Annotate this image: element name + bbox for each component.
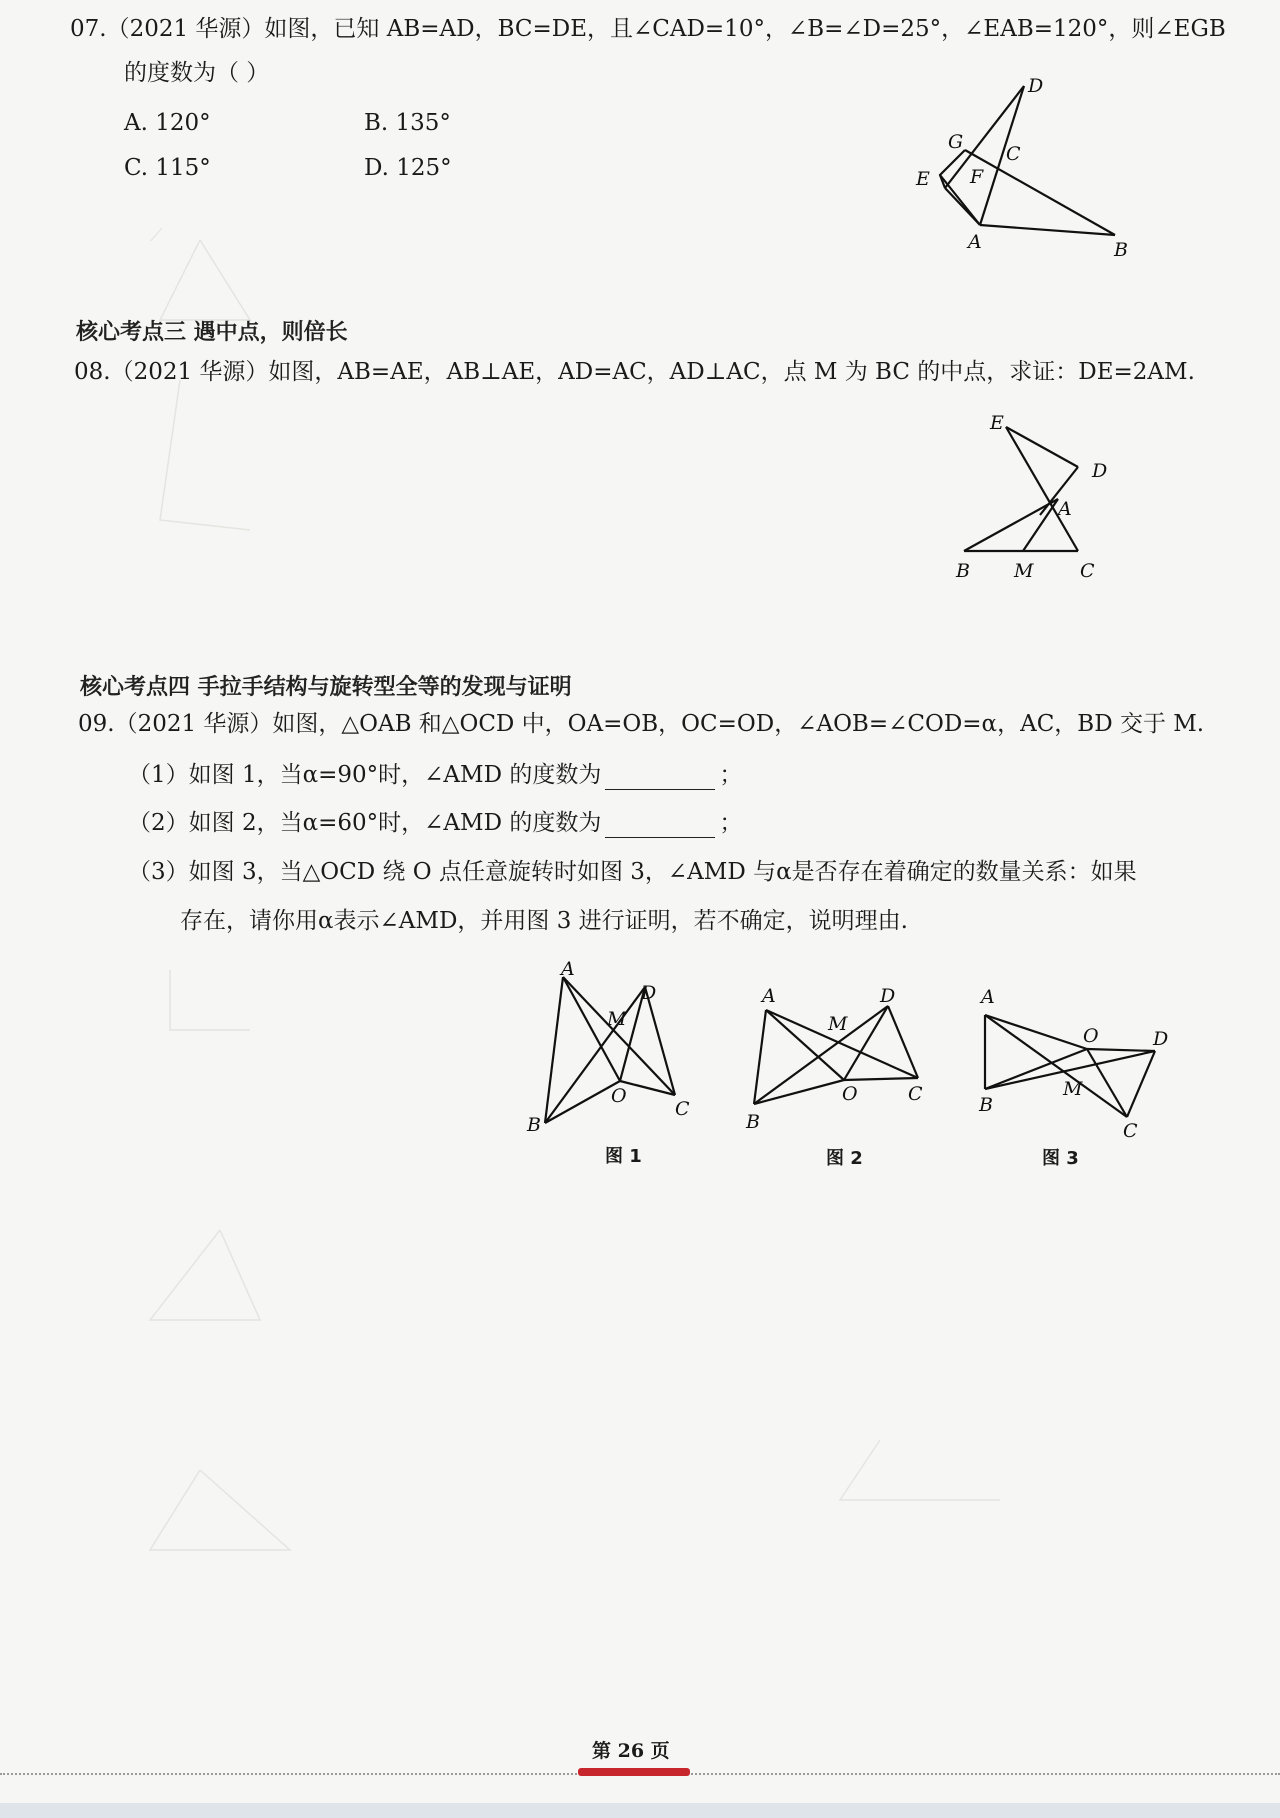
bleed-through-shapes xyxy=(140,200,1240,1700)
q09-fig2-label-d: D xyxy=(880,985,896,1007)
q09-fig2-label-c: C xyxy=(908,1083,923,1105)
q09-part1-end: ； xyxy=(719,762,743,788)
q09-stem: 09.（2021 华源）如图，△OAB 和△OCD 中，OA=OB，OC=OD，∠AOB=∠COD=α，AC，BD 交于 M. xyxy=(78,711,1205,737)
q08-stem: 08.（2021 华源）如图，AB=AE，AB⊥AE，AD=AC，AD⊥AC，点 M 为 BC 的中点，求证：DE=2AM. xyxy=(74,359,1195,385)
q08-label-m: M xyxy=(1014,560,1034,582)
q09-fig2-label-a: A xyxy=(762,985,776,1007)
q07-label-b: B xyxy=(1114,239,1128,261)
q07-label-f: F xyxy=(970,166,984,188)
q09-fig3-label-d: D xyxy=(1153,1028,1169,1050)
bleed-through-mark: ⟋ xyxy=(150,225,163,246)
q07-label-c: C xyxy=(1006,143,1021,165)
q09-fig3-label-o: O xyxy=(1083,1025,1099,1047)
q08-label-c: C xyxy=(1080,560,1095,582)
q07-choice-a: A. 120° xyxy=(124,110,211,136)
q07-choice-c: C. 115° xyxy=(124,155,211,181)
section-3-heading: 核心考点三 遇中点，则倍长 xyxy=(76,320,348,345)
q09-fig2-label-m: M xyxy=(828,1013,848,1035)
q09-fig1-label-d: D xyxy=(641,982,657,1004)
bottom-edge-bar xyxy=(0,1803,1280,1818)
q09-figure-1-caption: 图 1 xyxy=(605,1146,642,1167)
q07-label-e: E xyxy=(916,168,930,190)
q09-fig1-label-c: C xyxy=(675,1098,690,1120)
q09-fig1-label-o: O xyxy=(611,1085,627,1107)
q07-label-a: A xyxy=(968,231,982,253)
q09-figure-3-caption: 图 3 xyxy=(1042,1148,1079,1169)
q08-label-a: A xyxy=(1058,498,1072,520)
q09-fig2-label-o: O xyxy=(842,1083,858,1105)
q09-part2-text: （2）如图 2，当α=60°时，∠AMD 的度数为 xyxy=(128,810,602,836)
q09-fig3-label-b: B xyxy=(979,1094,993,1116)
q09-part3-line2: 存在，请你用α表示∠AMD，并用图 3 进行证明，若不确定，说明理由. xyxy=(180,908,908,934)
q07-label-g: G xyxy=(948,131,964,153)
q07-choice-b: B. 135° xyxy=(364,110,451,136)
q09-fig3-label-m: M xyxy=(1063,1078,1083,1100)
q09-fig3-label-a: A xyxy=(981,986,995,1008)
section-4-heading: 核心考点四 手拉手结构与旋转型全等的发现与证明 xyxy=(80,675,572,700)
q08-label-e: E xyxy=(990,412,1004,434)
footer-red-accent xyxy=(578,1768,690,1776)
q07-stem-line1: 07.（2021 华源）如图，已知 AB=AD，BC=DE，且∠CAD=10°，∠B=∠D=25°，∠EAB=120°，则∠EGB xyxy=(70,16,1226,42)
q09-fig3-label-c: C xyxy=(1123,1120,1138,1142)
q07-stem-line2: 的度数为（ ） xyxy=(124,60,270,86)
q09-fig1-label-b: B xyxy=(527,1114,541,1136)
q07-choice-d: D. 125° xyxy=(364,155,452,181)
q09-fig1-label-a: A xyxy=(561,958,575,980)
q09-fig1-label-m: M xyxy=(607,1008,627,1030)
page-number: 第 26 页 xyxy=(592,1740,670,1762)
q09-fig2-label-b: B xyxy=(746,1111,760,1133)
q08-label-d: D xyxy=(1092,460,1108,482)
q09-figure-2-caption: 图 2 xyxy=(826,1148,863,1169)
q08-label-b: B xyxy=(956,560,970,582)
q09-part1-text: （1）如图 1，当α=90°时，∠AMD 的度数为 xyxy=(128,762,602,788)
q09-part3-line1: （3）如图 3，当△OCD 绕 O 点任意旋转时如图 3，∠AMD 与α是否存在着确定的数量关系：如果 xyxy=(128,859,1137,885)
q07-label-d: D xyxy=(1028,75,1044,97)
q09-part2-end: ； xyxy=(719,810,743,836)
